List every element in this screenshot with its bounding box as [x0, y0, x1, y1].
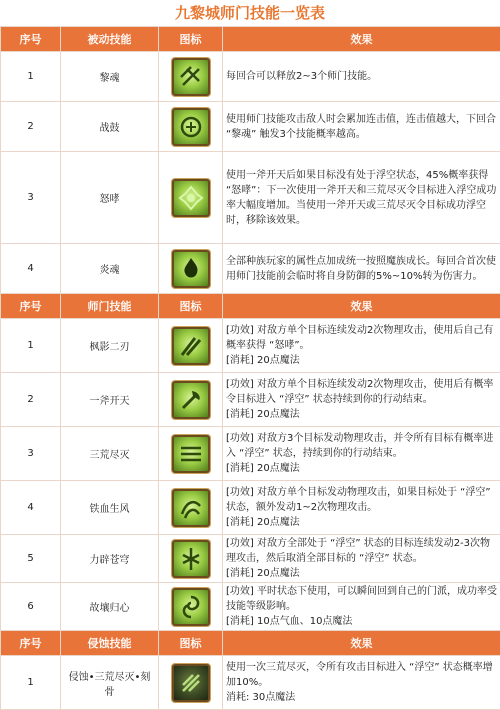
table-row	[1, 373, 500, 427]
column-header: 效果	[223, 294, 500, 319]
sky-split-icon	[172, 540, 210, 578]
table-row	[1, 656, 500, 710]
erosion-slash-icon	[172, 664, 210, 702]
skill-table	[0, 26, 500, 710]
column-header: 效果	[223, 27, 500, 52]
swirl-return-icon	[172, 588, 210, 626]
row-number: 1	[1, 319, 61, 373]
table-row	[1, 481, 500, 535]
table-row	[1, 52, 500, 102]
effect-line: [功效] 平时状态下使用，可以瞬间回到自己的门派，成功率受技能等级影响。	[226, 584, 497, 614]
skill-icon-cell	[159, 52, 223, 102]
column-header: 序号	[1, 631, 61, 656]
skill-effect	[223, 102, 500, 152]
skill-icon-cell	[159, 102, 223, 152]
table-row	[1, 535, 500, 583]
skill-icon-cell	[159, 583, 223, 631]
effect-line: [功效] 对敌方3个目标发动物理攻击，并令所有目标有概率进入 “浮空” 状态，持续到你的行动结束。	[226, 431, 497, 461]
skill-effect	[223, 152, 500, 244]
skill-name: 枫影二刃	[61, 319, 159, 373]
row-number: 2	[1, 102, 61, 152]
drum-emblem-icon	[172, 108, 210, 146]
skill-name: 战鼓	[61, 102, 159, 152]
table-row	[1, 319, 500, 373]
skill-name: 怒哮	[61, 152, 159, 244]
table-row	[1, 102, 500, 152]
axe-strike-icon	[172, 381, 210, 419]
effect-line: [消耗] 20点魔法	[226, 515, 497, 530]
effect-line: [功效] 对敌方单个目标连续发动2次物理攻击，使用后有概率令目标进入 “浮空” 状态持续到你的行动结束。	[226, 377, 497, 407]
triple-slash-icon	[172, 435, 210, 473]
effect-line: 使用一次三荒尽灭，令所有攻击目标进入 “浮空” 状态概率增加10%。	[226, 660, 497, 690]
row-number: 4	[1, 481, 61, 535]
skill-effect	[223, 373, 500, 427]
table-row	[1, 244, 500, 294]
skill-icon-cell	[159, 427, 223, 481]
row-number: 4	[1, 244, 61, 294]
effect-line: [消耗] 20点魔法	[226, 407, 497, 422]
skill-effect	[223, 583, 500, 631]
skill-icon-cell	[159, 481, 223, 535]
table-row	[1, 583, 500, 631]
skill-icon-cell	[159, 152, 223, 244]
effect-line: [功效] 对敌方单个目标发动物理攻击，如果目标处于 “浮空” 状态，额外发动1~2次物理攻击。	[226, 485, 497, 515]
column-header: 图标	[159, 294, 223, 319]
effect-line: [消耗] 20点魔法	[226, 461, 497, 476]
skill-icon-cell	[159, 535, 223, 583]
effect-line: 使用一斧开天后如果目标没有处于浮空状态，45%概率获得 “怒哮”：下一次使用一斧开天和三荒尽灭令目标进入浮空成功率大幅度增加。当使用一斧开天或三荒尽灭令目标成功浮空时，移除该效果。	[226, 168, 497, 228]
column-header: 图标	[159, 27, 223, 52]
effect-line: 全部种族玩家的属性点加成统一按照魔族成长。每回合首次使用师门技能前会临时将自身防御的5%~10%转为伤害力。	[226, 254, 497, 284]
column-header: 侵蚀技能	[61, 631, 159, 656]
column-header: 图标	[159, 631, 223, 656]
skill-effect	[223, 481, 500, 535]
skill-effect	[223, 319, 500, 373]
twin-blade-icon	[172, 327, 210, 365]
page-title: 九黎城师门技能一览表	[0, 0, 500, 26]
column-header: 师门技能	[61, 294, 159, 319]
row-number: 1	[1, 52, 61, 102]
skill-name: 铁血生风	[61, 481, 159, 535]
column-header: 效果	[223, 631, 500, 656]
erosion-header-row	[1, 631, 500, 656]
effect-line: 消耗: 30点魔法	[226, 690, 497, 705]
roar-emblem-icon	[172, 179, 210, 217]
row-number: 5	[1, 535, 61, 583]
blade-emblem-icon	[172, 58, 210, 96]
skill-icon-cell	[159, 373, 223, 427]
skill-effect	[223, 656, 500, 710]
effect-line: [消耗] 20点魔法	[226, 353, 497, 368]
table-row	[1, 427, 500, 481]
skill-effect	[223, 244, 500, 294]
skill-icon-cell	[159, 656, 223, 710]
skill-effect	[223, 535, 500, 583]
table-row	[1, 152, 500, 244]
effect-line: 使用师门技能攻击敌人时会累加连击值，连击值越大，下回合 “黎魂” 触发3个技能概率越高。	[226, 112, 497, 142]
effect-line: [功效] 对敌方全部处于 “浮空” 状态的目标连续发动2-3次物理攻击，然后取消全部目标的 “浮空” 状态。	[226, 536, 497, 566]
row-number: 3	[1, 427, 61, 481]
skill-name: 故壤归心	[61, 583, 159, 631]
skill-icon-cell	[159, 244, 223, 294]
passive-header-row	[1, 27, 500, 52]
column-header: 序号	[1, 27, 61, 52]
row-number: 2	[1, 373, 61, 427]
skill-icon-cell	[159, 319, 223, 373]
skill-name: 炎魂	[61, 244, 159, 294]
column-header: 被动技能	[61, 27, 159, 52]
effect-line: 每回合可以释放2~3个师门技能。	[226, 69, 497, 84]
flame-emblem-icon	[172, 250, 210, 288]
column-header: 序号	[1, 294, 61, 319]
effect-line: [消耗] 10点气血、10点魔法	[226, 614, 497, 629]
skill-name: 三荒尽灭	[61, 427, 159, 481]
effect-line: [消耗] 20点魔法	[226, 566, 497, 581]
skill-name: 黎魂	[61, 52, 159, 102]
sect-header-row	[1, 294, 500, 319]
skill-name: 力辟苍穹	[61, 535, 159, 583]
iron-wind-icon	[172, 489, 210, 527]
row-number: 3	[1, 152, 61, 244]
skill-effect	[223, 427, 500, 481]
row-number: 1	[1, 656, 61, 710]
effect-line: [功效] 对敌方单个目标连续发动2次物理攻击，使用后自己有概率获得 “怒哮”。	[226, 323, 497, 353]
row-number: 6	[1, 583, 61, 631]
skill-name: 侵蚀•三荒尽灭•刻骨	[61, 656, 159, 710]
skill-name: 一斧开天	[61, 373, 159, 427]
skill-effect	[223, 52, 500, 102]
